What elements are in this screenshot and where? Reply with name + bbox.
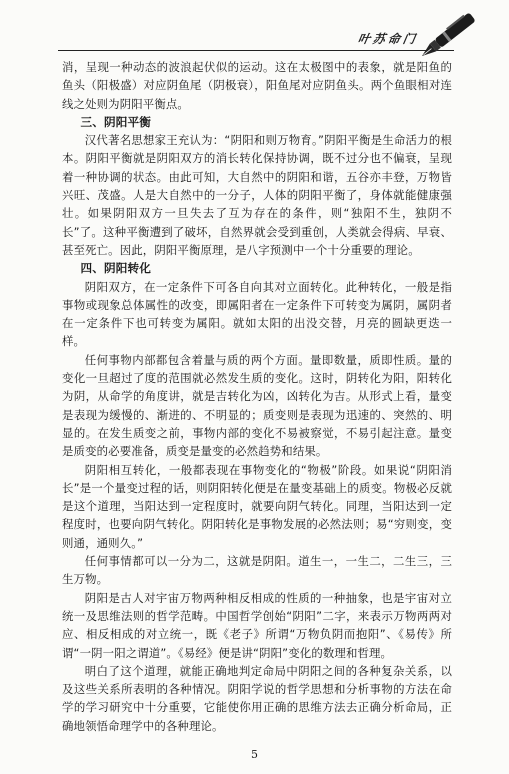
body-paragraph: 阴阳相互转化，一般都表现在事物变化的“物极”阶段。如果说“阴阳消长”是一个量变过程的话，则阴阳转化便是在量变基础上的质变。物极必反就是这个道理，当阳达到一定程度时，就要向阴气转化。同理，当阳达到一定程度时，也要向阴气转化。阴阳转化是事物发展的必然法则；易“穷则变，变则通，通则久。” xyxy=(62,462,452,550)
body-paragraph: 消，呈现一种动态的波浪起伏似的运动。这在太极图中的表象，就是阳鱼的鱼头（阳极盛）对应阴鱼尾（阴极衰），阳鱼尾对应阴鱼头。两个鱼眼相对连线之处则为阴阳平衡点。 xyxy=(62,60,452,111)
body-paragraph: 阴阳双方，在一定条件下可各自向其对立面转化。此种转化，一般是指事物或现象总体属性的改变，即属阳者在一定条件下可转变为属阴，属阴者在一定条件下也可转变为属阳。就如太阳的出没交替，月亮的圆缺更迭一样。 xyxy=(62,279,452,349)
header-brand: 叶苏命门 xyxy=(356,32,420,46)
section-heading: 四、阴阳转化 xyxy=(80,261,152,276)
header-rule xyxy=(58,50,454,51)
page-body xyxy=(62,58,452,735)
fountain-pen-icon xyxy=(418,6,488,62)
body-paragraph: 任何事物内部都包含着量与质的两个方面。量即数量，质即性质。量的变化一旦超过了度的范围就必然发生质的变化。这时，阴转化为阳，阳转化为阴，从命学的角度讲，就是吉转化为凶，凶转化为吉。从形式上看，量变是表现为缓慢的、渐进的、不明显的；质变则是表现为迅速的、突然的、明显的。在发生质变之前，事物内部的变化不易被察觉，不易引起注意。量变是质变的必要准备，质变是量变的必然趋势和结果。 xyxy=(62,352,452,459)
body-paragraph: 汉代著名思想家王充认为：“阴阳和则万物育。”阴阳平衡是生命活力的根本。阴阳平衡就是阴阳双方的消长转化保持协调，既不过分也不偏衰，呈现着一种协调的状态。由此可知，大自然中的阴阳和谐，五谷亦丰登，万物皆兴旺、茂盛。人是大自然中的一分子，人体的阴阳平衡了，身体就能健康强壮。如果阴阳双方一旦失去了互为存在的条件，则“独阳不生，独阴不长”了。这种平衡遭到了破坏，自然界就会受到重创，人类就会得病、早衰、甚至死亡。因此，阴阳平衡原理，是八字预测中一个十分重要的理论。 xyxy=(62,133,452,257)
page-header xyxy=(0,0,509,60)
section-heading: 三、阴阳平衡 xyxy=(80,114,152,129)
page-number: 5 xyxy=(251,748,258,761)
body-paragraph: 任何事情都可以一分为二，这就是阴阳。道生一，一生二，二生三，三生万物。 xyxy=(62,554,452,587)
body-paragraph: 阴阳是古人对宇宙万物两种相反相成的性质的一种抽象，也是宇宙对立统一及思维法则的哲学范畴。中国哲学创始“阴阳”二字，来表示万物两两对应、相反相成的对立统一，既《老子》所谓“万物负阴而抱阳”、《易传》所谓“一阴一阳之谓道”。《易经》便是讲“阴阳”变化的数理和哲理。 xyxy=(62,590,452,660)
body-paragraph: 明白了这个道理，就能正确地判定命局中阴阳之间的各种复杂关系，以及这些关系所表明的各种情况。阴阳学说的哲学思想和分析事物的方法在命学的学习研究中十分重要，它能使你用正确的思维方法去正确分析命局，正确地领悟命理学中的各种理论。 xyxy=(62,663,452,733)
